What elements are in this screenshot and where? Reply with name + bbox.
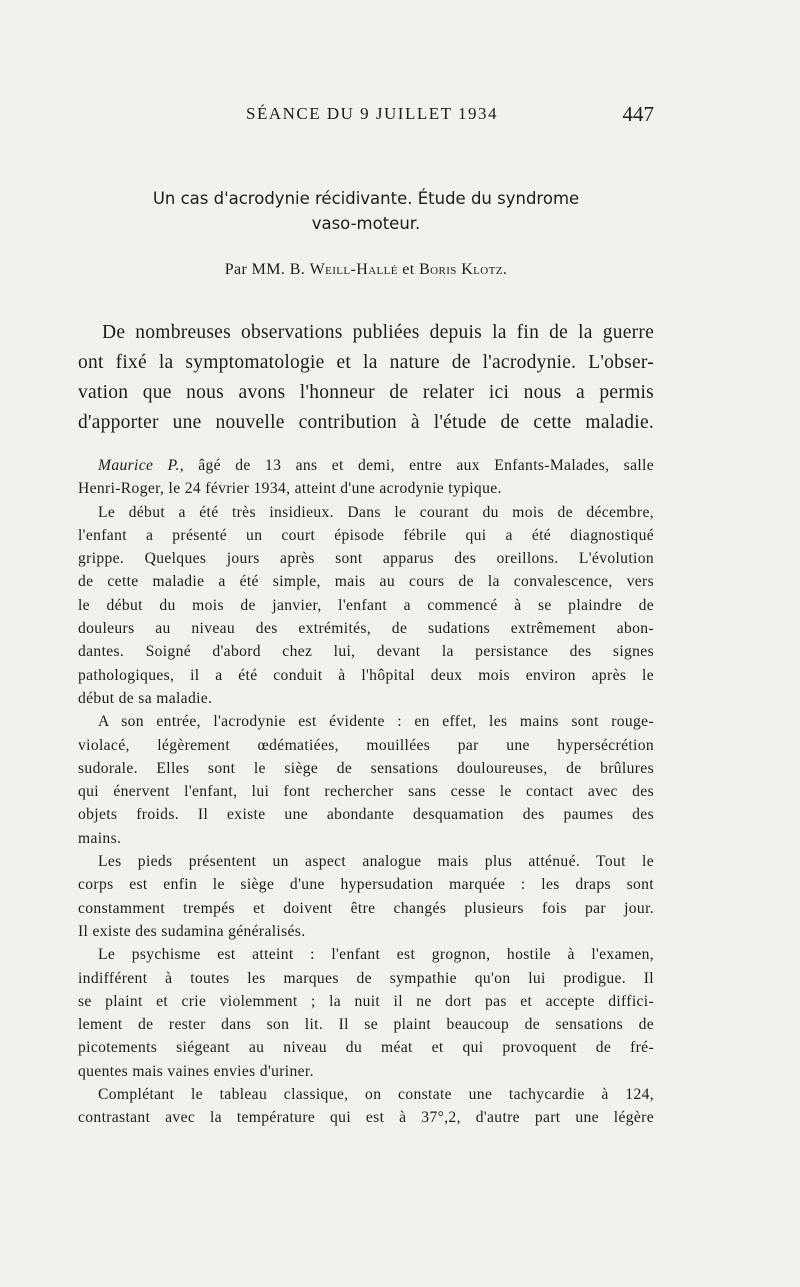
obs-paragraph-4 bbox=[78, 850, 654, 943]
obs-paragraph-3 bbox=[78, 710, 654, 850]
text-line: douleurs au niveau des extrémités, de sudations extrêmement abon- bbox=[78, 620, 654, 638]
text-line: sudorale. Elles sont le siège de sensations douloureuses, de brûlures bbox=[78, 759, 654, 777]
text-line: indifférent à toutes les marques de sympathie qu'on lui prodigue. Il bbox=[78, 969, 654, 987]
obs-paragraph-1 bbox=[78, 454, 654, 501]
obs-paragraph-2 bbox=[78, 501, 654, 711]
author-line bbox=[78, 261, 654, 279]
text-line: Complétant le tableau classique, on constate une tachycardie à 124, bbox=[98, 1086, 654, 1104]
obs-paragraph-5 bbox=[78, 943, 654, 1083]
authors-par: Par MM. B. bbox=[224, 261, 310, 278]
title-line-1: Un cas d'acrodynie récidivante. Étude du syndrome bbox=[152, 189, 580, 208]
running-head: SÉANCE DU 9 JUILLET 1934 bbox=[246, 104, 498, 123]
text-line: dantes. Soigné d'abord chez lui, devant la persistance des signes bbox=[78, 643, 654, 661]
author-name-1: Weill-Hallé bbox=[309, 261, 398, 278]
text-line: l'enfant a présenté un court épisode fébrile qui a été diagnostiqué bbox=[78, 526, 654, 544]
text-line: quentes mais vaines envies d'uriner. bbox=[78, 1062, 314, 1080]
text-line: mains. bbox=[78, 829, 122, 847]
text-line: le début du mois de janvier, l'enfant a commencé à se plaindre de bbox=[78, 596, 654, 614]
text-line: Le psychisme est atteint : l'enfant est grognon, hostile à l'examen, bbox=[98, 946, 654, 964]
text-line: Il existe des sudamina généralisés. bbox=[78, 922, 306, 940]
page-header bbox=[78, 100, 654, 130]
text-line bbox=[78, 454, 654, 477]
page-number: 447 bbox=[622, 102, 654, 126]
author-name-2: Boris Klotz bbox=[419, 261, 503, 278]
article-title bbox=[78, 186, 654, 236]
text-line: corps est enfin le siège d'une hypersudation marquée : les draps sont bbox=[78, 876, 654, 894]
text-line: lement de rester dans son lit. Il se plaint beaucoup de sensations de bbox=[78, 1016, 654, 1034]
title-line-2: vaso-moteur. bbox=[311, 214, 421, 233]
text-line: A son entrée, l'acrodynie est évidente : en effet, les mains sont rouge- bbox=[98, 713, 654, 731]
text-line: constamment trempés et doivent être changés plusieurs fois par jour. bbox=[78, 899, 654, 917]
text-line: contrastant avec la température qui est à 37°,2, d'autre part une légère bbox=[78, 1109, 654, 1127]
text-line: vation que nous avons l'honneur de relater ici nous a permis bbox=[78, 382, 654, 403]
text-line: picotements siégeant au niveau du méat et qui provoquent de fré- bbox=[78, 1039, 654, 1057]
authors-et: et bbox=[397, 261, 420, 278]
text-line: grippe. Quelques jours après sont apparus des oreillons. L'évolution bbox=[78, 550, 654, 568]
intro-paragraph bbox=[78, 318, 654, 438]
text-line: d'apporter une nouvelle contribution à l'étude de cette maladie. bbox=[78, 412, 654, 433]
text-line: violacé, légèrement œdématiées, mouillées par une hypersécrétion bbox=[78, 736, 654, 754]
text-fragment: , âgé de 13 ans et demi, entre aux Enfants-Malades, salle bbox=[179, 457, 654, 474]
text-line: de cette maladie a été simple, mais au cours de la convalescence, vers bbox=[78, 573, 654, 591]
obs-paragraph-6 bbox=[78, 1083, 654, 1130]
patient-name: Maurice P. bbox=[98, 457, 180, 474]
text-line: objets froids. Il existe une abondante desquamation des paumes des bbox=[78, 806, 654, 824]
text-line: ont fixé la symptomatologie et la nature de l'acrodynie. L'obser- bbox=[78, 352, 654, 373]
text-line: Le début a été très insidieux. Dans le courant du mois de décembre, bbox=[98, 503, 654, 521]
text-line: Les pieds présentent un aspect analogue mais plus atténué. Tout le bbox=[98, 853, 654, 871]
authors-end: . bbox=[502, 261, 508, 278]
text-line: se plaint et crie violemment ; la nuit il ne dort pas et accepte diffici- bbox=[78, 992, 654, 1010]
text-line: Henri-Roger, le 24 février 1934, atteint d'une acrodynie typique. bbox=[78, 480, 502, 498]
text-line: De nombreuses observations publiées depuis la fin de la guerre bbox=[102, 322, 654, 343]
text-line: qui énervent l'enfant, lui font rechercher sans cesse le contact avec des bbox=[78, 783, 654, 801]
text-line: début de sa maladie. bbox=[78, 689, 213, 707]
observation-section bbox=[78, 454, 654, 1130]
text-line: pathologiques, il a été conduit à l'hôpital deux mois environ après le bbox=[78, 666, 654, 684]
